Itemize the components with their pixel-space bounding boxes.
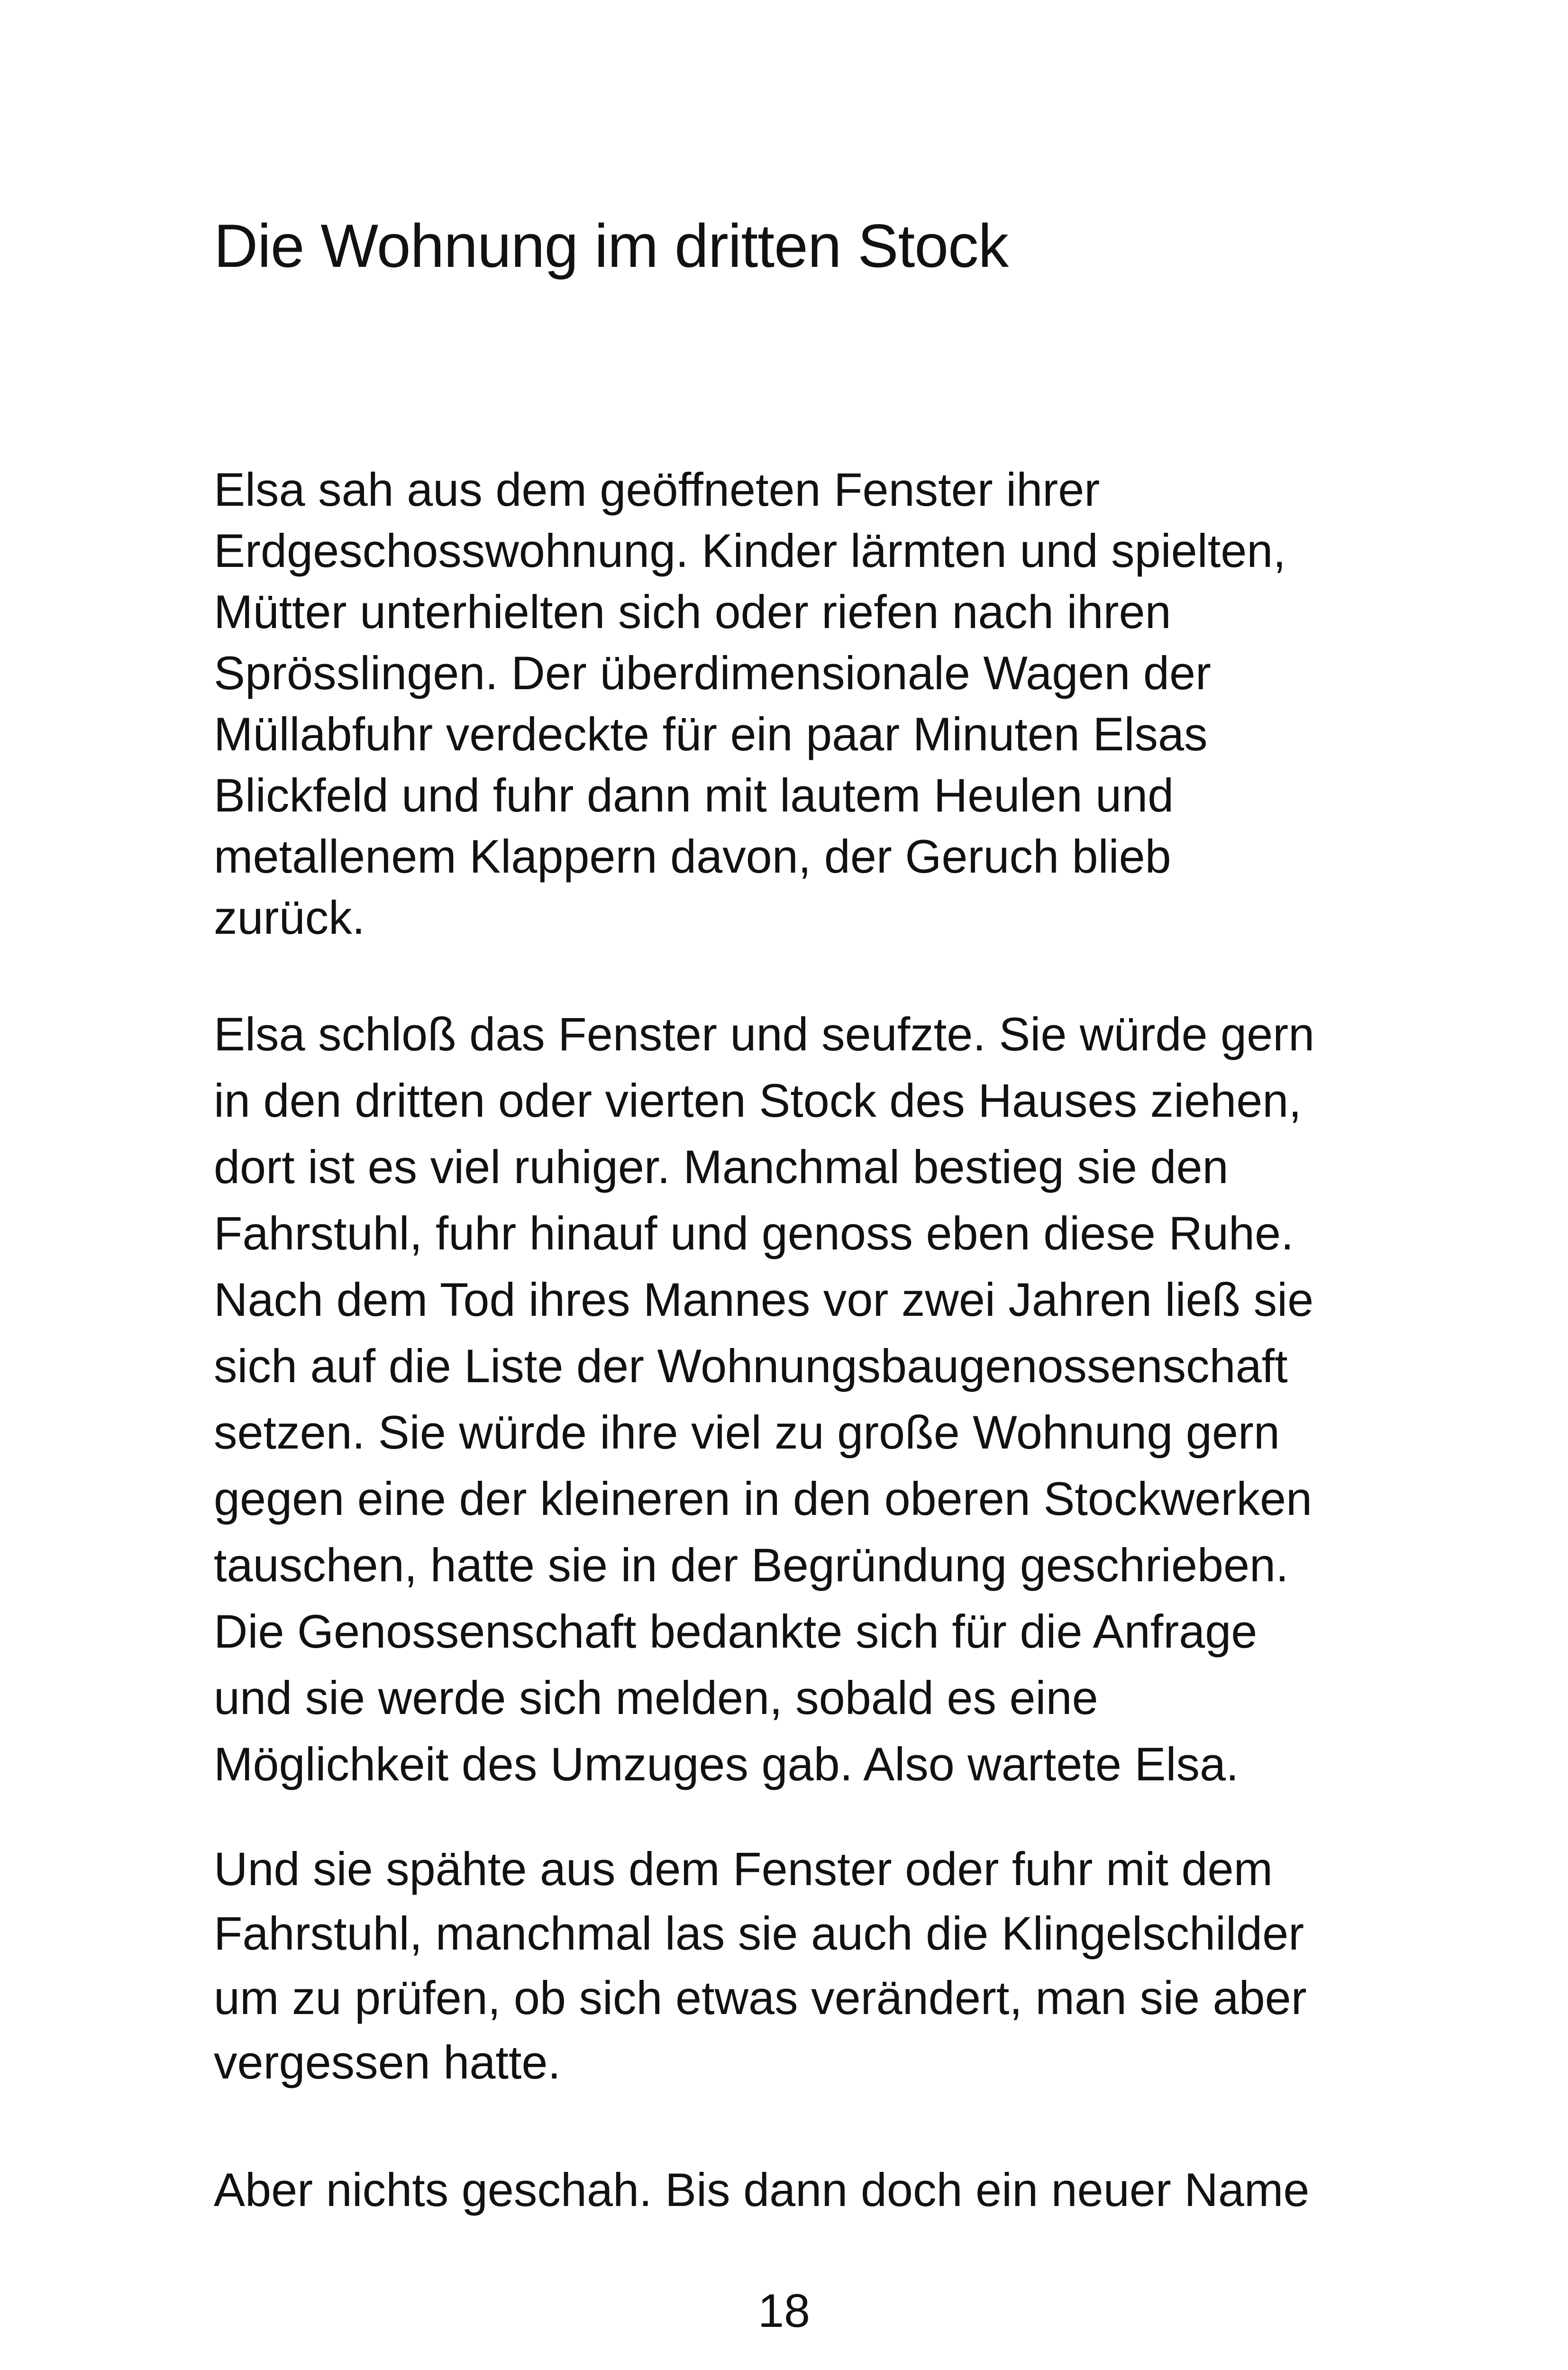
text-line: um zu prüfen, ob sich etwas verändert, man sie aber <box>214 1971 1307 2024</box>
paragraph-1 <box>214 459 1286 948</box>
chapter-title: Die Wohnung im dritten Stock <box>214 212 1009 280</box>
text-line: Mütter unterhielten sich oder riefen nach ihren <box>214 585 1171 638</box>
text-line: Erdgeschosswohnung. Kinder lärmten und spielten, <box>214 524 1286 577</box>
text-line: und sie werde sich melden, sobald es eine <box>214 1671 1098 1724</box>
text-line: sich auf die Liste der Wohnungsbaugenossenschaft <box>214 1340 1288 1392</box>
text-line: Elsa sah aus dem geöffneten Fenster ihrer <box>214 463 1100 516</box>
text-line: Möglichkeit des Umzuges gab. Also wartete Elsa. <box>214 1738 1239 1790</box>
text-line: in den dritten oder vierten Stock des Hauses ziehen, <box>214 1074 1302 1127</box>
text-line: Und sie spähte aus dem Fenster oder fuhr mit dem <box>214 1842 1273 1895</box>
text-line: Müllabfuhr verdeckte für ein paar Minuten Elsas <box>214 708 1208 760</box>
text-line: zurück. <box>214 891 365 944</box>
text-line: Blickfeld und fuhr dann mit lautem Heulen und <box>214 769 1174 821</box>
text-line: vergessen hatte. <box>214 2036 561 2088</box>
text-line: Aber nichts geschah. Bis dann doch ein neuer Name <box>214 2163 1310 2216</box>
text-line: Fahrstuhl, manchmal las sie auch die Klingelschilder <box>214 1907 1304 1960</box>
text-line: Fahrstuhl, fuhr hinauf und genoss eben diese Ruhe. <box>214 1207 1294 1259</box>
text-line: Nach dem Tod ihres Mannes vor zwei Jahren ließ sie <box>214 1273 1314 1326</box>
text-line: Sprösslingen. Der überdimensionale Wagen der <box>214 647 1211 699</box>
paragraph-4 <box>214 2159 1309 2220</box>
text-line: Elsa schloß das Fenster und seufzte. Sie würde gern <box>214 1008 1315 1060</box>
paragraph-2 <box>214 1001 1314 1797</box>
page-number: 18 <box>757 2284 811 2337</box>
text-line: metallenem Klappern davon, der Geruch blieb <box>214 830 1171 883</box>
text-line: gegen eine der kleineren in den oberen Stockwerken <box>214 1472 1313 1525</box>
text-line: Die Genossenschaft bedankte sich für die Anfrage <box>214 1605 1258 1658</box>
text-line: setzen. Sie würde ihre viel zu große Wohnung gern <box>214 1406 1280 1458</box>
text-line: tauschen, hatte sie in der Begründung geschrieben. <box>214 1539 1289 1591</box>
text-line: dort ist es viel ruhiger. Manchmal bestieg sie den <box>214 1140 1229 1193</box>
paragraph-3 <box>214 1837 1307 2095</box>
